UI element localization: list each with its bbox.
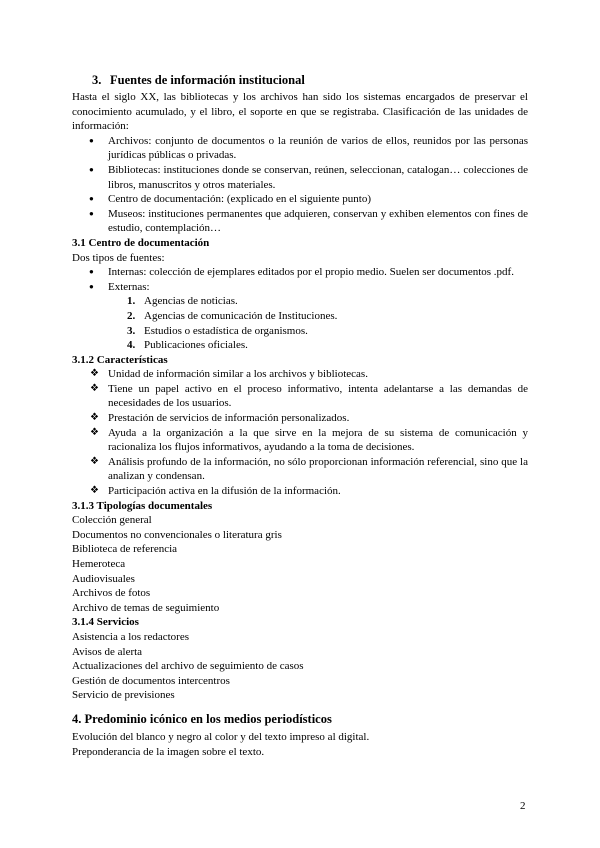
item-number: 2. (127, 309, 136, 322)
external-sources-list (72, 294, 528, 352)
page-number: 2 (520, 800, 526, 812)
section-4-line: Preponderancia de la imagen sobre el texto. (72, 745, 265, 758)
list-item: Colección general (72, 514, 152, 527)
list-item (72, 338, 528, 353)
list-item: ❖ Unidad de información similar a los archivos y bibliotecas. (72, 367, 528, 382)
typologies-list (72, 513, 528, 615)
list-item: Archivo de temas de seguimiento (72, 601, 220, 614)
item-text: Agencias de comunicación de Instituciones. (144, 309, 338, 322)
list-item: Documentos no convencionales o literatura gris (72, 528, 282, 541)
characteristics-list (72, 367, 528, 498)
list-item: ❖ Ayuda a la organización a la que sirve en la mejora de su sistema de comunicación y racionaliza los flujos informativos, ayudando a la toma de decisiones. (72, 426, 528, 455)
list-item: Hemeroteca (72, 558, 126, 570)
item-text: Agencias de noticias. (144, 295, 238, 308)
section-4-line: Evolución del blanco y negro al color y del texto impreso al digital. (72, 730, 370, 743)
list-item: ● Archivos: conjunto de documentos o la reunión de varios de ellos, reunidos por las personas jurídicas públicas o privadas. (72, 134, 528, 163)
list-item: Servicio de previsiones (72, 689, 175, 702)
list-item: ● Internas: colección de ejemplares editados por el propio medio. Suelen ser documentos .pdf. (72, 265, 528, 280)
document-page (72, 72, 528, 759)
list-item (72, 294, 528, 309)
list-item: ● Externas: (72, 280, 528, 295)
list-item: ● Bibliotecas: instituciones donde se conservan, reúnen, seleccionan, catalogan… colecciones de libros, manuscritos y otros materiales. (72, 163, 528, 192)
list-item: Archivos de fotos (72, 587, 151, 600)
section-4-heading: 4. Predominio icónico en los medios periodísticos (72, 711, 332, 726)
list-item (72, 324, 528, 339)
list-item: Avisos de alerta (72, 645, 143, 658)
list-item: ❖ Tiene un papel activo en el proceso informativo, intenta adelantarse a las demandas de necesidades de los usuarios. (72, 382, 528, 411)
list-item: ❖ Análisis profundo de la información, no sólo proporcionan información referencial, sino que la analizan y condensan. (72, 455, 528, 484)
list-item: ● Centro de documentación: (explicado en el siguiente punto) (72, 192, 528, 207)
section-3-heading (92, 72, 528, 88)
section-3-number: 3. (92, 73, 102, 87)
section-3-1-4-heading: 3.1.4 Servicios (72, 616, 139, 629)
list-item: Actualizaciones del archivo de seguimiento de casos (72, 660, 304, 673)
section-3-intro: Hasta el siglo XX, las bibliotecas y los archivos han sido los sistemas encargados de preservar el conocimiento acumulado, y el libro, el soporte en que se registraba. Clasificación de las unidades de información: (72, 91, 528, 133)
section-3-1-2-heading: 3.1.2 Características (72, 353, 168, 366)
item-number: 3. (127, 324, 136, 337)
list-item: Gestión de documentos intercentros (72, 674, 230, 687)
list-item: Biblioteca de referencia (72, 543, 178, 556)
section-3-1-3-heading: 3.1.3 Tipologías documentales (72, 499, 213, 512)
item-number: 1. (127, 295, 136, 308)
section-3-1-intro: Dos tipos de fuentes: (72, 251, 165, 264)
item-number: 4. (127, 339, 136, 352)
units-list (72, 134, 528, 236)
section-3-1-heading: 3.1 Centro de documentación (72, 236, 210, 249)
list-item (72, 309, 528, 324)
item-text: Estudios o estadística de organismos. (144, 324, 308, 337)
list-item: Audiovisuales (72, 572, 135, 585)
item-text: Publicaciones oficiales. (144, 339, 248, 352)
list-item: ❖ Participación activa en la difusión de la información. (72, 484, 528, 499)
sources-list (72, 265, 528, 294)
services-list (72, 630, 528, 703)
list-item: ● Museos: instituciones permanentes que adquieren, conservan y exhiben elementos con fines de estudio, contemplación… (72, 207, 528, 236)
list-item: ❖ Prestación de servicios de información personalizados. (72, 411, 528, 426)
list-item: Asistencia a los redactores (72, 630, 189, 643)
section-3-title: Fuentes de información institucional (110, 73, 305, 87)
